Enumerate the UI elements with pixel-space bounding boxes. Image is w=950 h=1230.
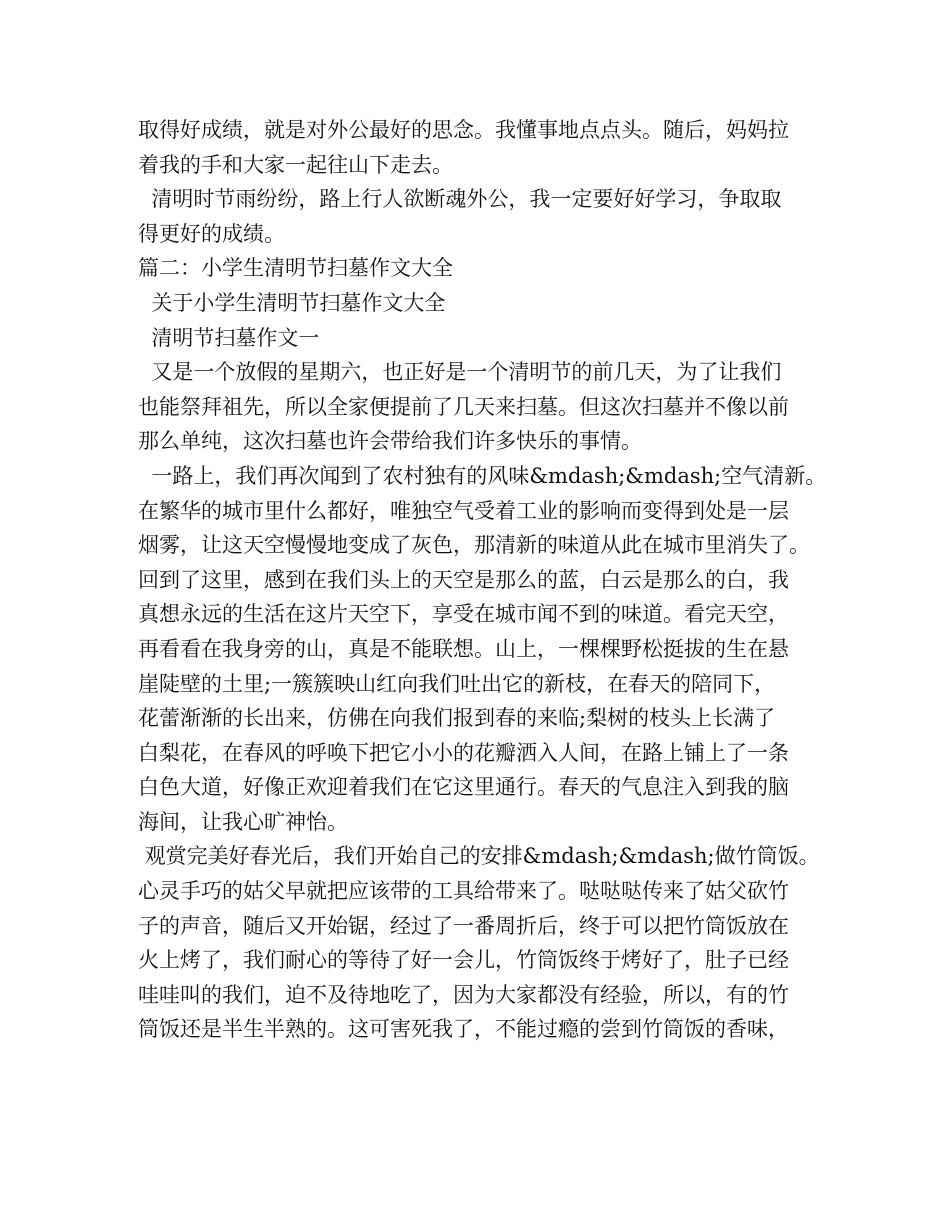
section-heading: 篇二：小学生清明节扫墓作文大全: [138, 256, 453, 281]
text-line: 子的声音，随后又开始锯，经过了一番周折后，终于可以把竹筒饭放在: [138, 913, 789, 938]
text-line: 心灵手巧的姑父早就把应该带的工具给带来了。哒哒哒传来了姑父砍竹: [138, 879, 789, 904]
text-line: 筒饭还是半生半熟的。这可害死我了，不能过瘾的尝到竹筒饭的香味，: [138, 1017, 789, 1042]
essay-title: 清明节扫墓作文一: [138, 325, 320, 350]
text-line: 真想永远的生活在这片天空下，享受在城市闻不到的味道。看完天空，: [138, 602, 789, 627]
text-line: 那么单纯，这次扫墓也许会带给我们许多快乐的事情。: [138, 429, 642, 454]
text-line: 在繁华的城市里什么都好，唯独空气受着工业的影响而变得到处是一层: [138, 498, 789, 523]
text-line: 火上烤了，我们耐心的等待了好一会儿，竹筒饭终于烤好了，肚子已经: [138, 948, 789, 973]
text-line: 崖陡壁的土里;一簇簇映山红向我们吐出它的新枝，在春天的陪同下，: [138, 671, 776, 696]
text-line: 白色大道，好像正欢迎着我们在它这里通行。春天的气息注入到我的脑: [138, 775, 789, 800]
text-line: 清明时节雨纷纷，路上行人欲断魂外公，我一定要好好学习，争取取: [138, 187, 782, 212]
text-line: 得更好的成绩。: [138, 221, 285, 246]
text-line: 一路上，我们再次闻到了农村独有的风味&mdash;&mdash;空气清新。: [138, 463, 827, 488]
text-line: 花蕾渐渐的长出来，仿佛在向我们报到春的来临;梨树的枝头上长满了: [138, 706, 776, 731]
text-line: 也能祭拜祖先，所以全家便提前了几天来扫墓。但这次扫墓并不像以前: [138, 394, 789, 419]
text-line: 白梨花，在春风的呼唤下把它小小的花瓣洒入人间，在路上铺上了一条: [138, 740, 789, 765]
text-line: 又是一个放假的星期六，也正好是一个清明节的前几天，为了让我们: [138, 360, 782, 385]
essay-collection-title: 关于小学生清明节扫墓作文大全: [138, 290, 446, 315]
text-line: 取得好成绩，就是对外公最好的思念。我懂事地点点头。随后，妈妈拉: [138, 118, 789, 142]
text-line: 哇哇叫的我们，迫不及待地吃了，因为大家都没有经验，所以，有的竹: [138, 982, 789, 1007]
text-line: 再看看在我身旁的山，真是不能联想。山上，一棵棵野松挺拔的生在悬: [138, 636, 789, 661]
text-line: 观赏完美好春光后，我们开始自己的安排&mdash;&mdash;做竹筒饭。: [138, 844, 820, 869]
text-line: 海间，让我心旷神怡。: [138, 809, 348, 834]
essay-text: [138, 113, 828, 1047]
text-line: 回到了这里，感到在我们头上的天空是那么的蓝，白云是那么的白，我: [138, 567, 789, 592]
text-line: 着我的手和大家一起往山下走去。: [138, 152, 453, 177]
text-line: 烟雾，让这天空慢慢地变成了灰色，那清新的味道从此在城市里消失了。: [138, 533, 810, 558]
